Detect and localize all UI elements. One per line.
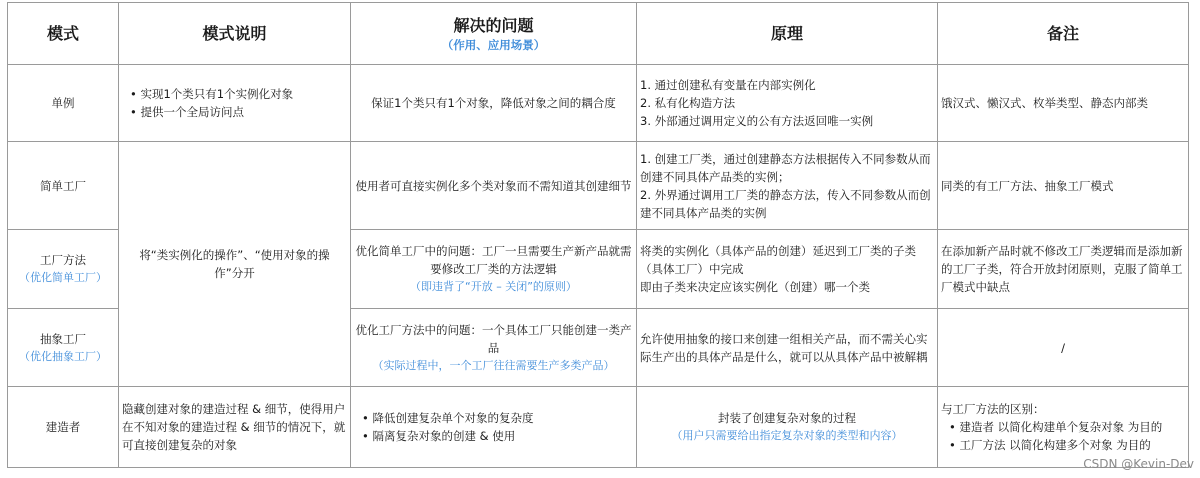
singleton-desc xyxy=(119,65,351,142)
header-mode: 模式 xyxy=(8,3,119,65)
table-row-builder xyxy=(8,387,1189,468)
builder-principle xyxy=(637,387,938,468)
factory-shared-desc: 将“类实例化的操作”、“使用对象的操作”分开 xyxy=(119,142,351,387)
singleton-remark: 饿汉式、懒汉式、枚举类型、静态内部类 xyxy=(938,65,1189,142)
builder-name: 建造者 xyxy=(8,387,119,468)
list-item: • 实现1个类只有1个实例化对象 xyxy=(130,85,347,103)
factory-method-problem xyxy=(351,230,637,309)
factory-method-problem-text: 优化简单工厂中的问题：工厂一旦需要生产新产品就需要修改工厂类的方法逻辑 xyxy=(355,244,632,276)
list-item: 1. 通过创建私有变量在内部实例化 xyxy=(640,78,816,92)
abstract-factory-problem xyxy=(351,309,637,387)
design-pattern-table xyxy=(7,2,1189,468)
factory-method-principle xyxy=(637,230,938,309)
factory-method-remark: 在添加新产品时就不修改工厂类逻辑而是添加新的工厂子类，符合开放封闭原则，克服了简单工厂模式中缺点 xyxy=(938,230,1189,309)
list-item: • 降低创建复杂单个对象的复杂度 xyxy=(362,409,633,427)
list-item: • 工厂方法 以简化构建多个对象 为目的 xyxy=(949,436,1185,454)
table-row-simple-factory xyxy=(8,142,1189,230)
header-row xyxy=(8,3,1189,65)
list-item: 1. 创建工厂类，通过创建静态方法根据传入不同参数从而创建不同具体产品类的实例； xyxy=(640,151,931,184)
factory-method-problem-sub: （即违背了“开放 – 关闭”的原则） xyxy=(410,280,577,293)
header-problem xyxy=(351,3,637,65)
list-item: • 隔离复杂对象的创建 & 使用 xyxy=(362,427,633,445)
header-principle: 原理 xyxy=(637,3,938,65)
builder-principle-sub: （用户只需要给出指定复杂对象的类型和内容） xyxy=(671,429,903,442)
simple-factory-problem: 使用者可直接实例化多个类对象而不需知道其创建细节 xyxy=(351,142,637,230)
abstract-factory-problem-sub: （实际过程中，一个工厂往往需要生产多类产品） xyxy=(372,358,615,372)
factory-method-name xyxy=(8,230,119,309)
list-item: • 建造者 以简化构建单个复杂对象 为目的 xyxy=(949,418,1185,436)
builder-remark xyxy=(938,387,1189,468)
builder-principle-text: 封装了创建复杂对象的过程 xyxy=(718,411,856,425)
abstract-factory-remark: / xyxy=(938,309,1189,387)
header-problem-title: 解决的问题 xyxy=(453,15,534,35)
simple-factory-principle xyxy=(637,142,938,230)
list-item: 即由子类来决定应该实例化（创建）哪一个类 xyxy=(640,280,870,294)
header-remark: 备注 xyxy=(938,3,1189,65)
simple-factory-remark: 同类的有工厂方法、抽象工厂模式 xyxy=(938,142,1189,230)
abstract-factory-name xyxy=(8,309,119,387)
abstract-factory-title: 抽象工厂 xyxy=(40,331,86,346)
factory-method-title: 工厂方法 xyxy=(40,253,86,267)
list-item: 3. 外部通过调用定义的公有方法返回唯一实例 xyxy=(640,114,874,128)
factory-method-sub: （优化简单工厂） xyxy=(19,271,107,284)
singleton-problem: 保证1个类只有1个对象，降低对象之间的耦合度 xyxy=(351,65,637,142)
header-description: 模式说明 xyxy=(119,3,351,65)
singleton-name: 单例 xyxy=(8,65,119,142)
builder-problem xyxy=(351,387,637,468)
abstract-factory-principle: 允许使用抽象的接口来创建一组相关产品，而不需关心实际生产出的具体产品是什么，就可以从具体产品中被解耦 xyxy=(637,309,938,387)
watermark: CSDN @Kevin-Dev xyxy=(1083,457,1194,471)
list-item: • 提供一个全局访问点 xyxy=(130,103,347,121)
singleton-principle xyxy=(637,65,938,142)
list-item: 将类的实例化（具体产品的创建）延迟到工厂类的子类（具体工厂）中完成 xyxy=(640,244,916,276)
list-item: 2. 私有化构造方法 xyxy=(640,96,736,110)
abstract-factory-sub: （优化抽象工厂） xyxy=(19,349,107,363)
builder-remark-title: 与工厂方法的区别： xyxy=(941,402,1045,416)
abstract-factory-problem-text: 优化工厂方法中的问题：一个具体工厂只能创建一类产品 xyxy=(355,322,632,355)
header-problem-sub: （作用、应用场景） xyxy=(441,37,546,52)
table-row-singleton xyxy=(8,65,1189,142)
list-item: 2. 外界通过调用工厂类的静态方法，传入不同参数从而创建不同具体产品类的实例 xyxy=(640,187,931,220)
simple-factory-name: 简单工厂 xyxy=(8,142,119,230)
builder-desc: 隐藏创建对象的建造过程 & 细节，使得用户在不知对象的建造过程 & 细节的情况下，就可直接创建复杂的对象 xyxy=(119,387,351,468)
